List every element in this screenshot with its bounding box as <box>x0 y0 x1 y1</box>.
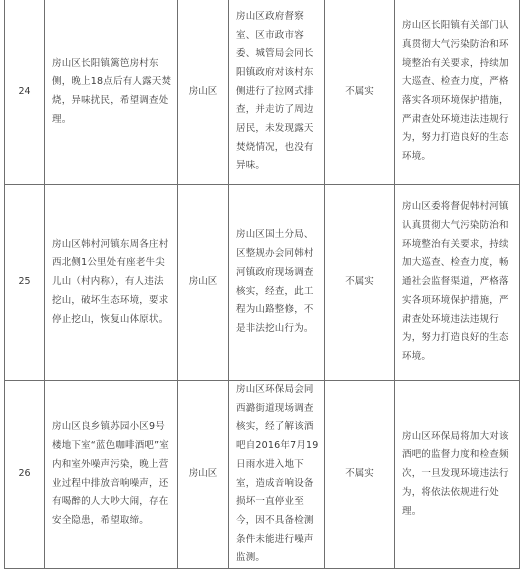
complaint-description: 房山区良乡镇苏园小区9号楼地下室“蓝色咖啡酒吧”室内和室外噪声污染，晚上营业过程中排放音响噪声，还有喝醉的人大吵大闹，存在安全隐患，希望取缔。 <box>45 381 178 569</box>
complaints-table <box>4 0 520 569</box>
follow-up-action: 房山区委将督促韩村河镇认真贯彻大气污染防治和环境整治有关要求，持续加大巡查、检查力度，畅通社会监督渠道，严格落实各项环境保护措施，严肃查处环境违法违规行为，努力打造良好的生态环境。 <box>395 185 520 381</box>
table-row <box>5 381 520 569</box>
follow-up-action: 房山区长阳镇有关部门认真贯彻大气污染防治和环境整治有关要求，持续加大巡查、检查力度，严格落实各项环境保护措施，严肃查处环境违法违规行为，努力打造良好的生态环境。 <box>395 0 520 185</box>
table-row <box>5 185 520 381</box>
verdict-cell: 不属实 <box>325 381 395 569</box>
complaint-description: 房山区长阳镇篱笆房村东侧，晚上18点后有人露天焚烧，异味扰民，希望调查处理。 <box>45 0 178 185</box>
investigation-finding: 房山区政府督察室、区市政市容委、城管局会同长阳镇政府对该村东侧进行了拉网式排查，并走访了周边居民，未发现露天焚烧情况，也没有异味。 <box>229 0 325 185</box>
investigation-finding: 房山区环保局会同西潞街道现场调查核实，经了解该酒吧自2016年7月19日雨水进入地下室，造成音响设备损坏一直停业至今，因不具备检测条件未能进行噪声监测。 <box>229 381 325 569</box>
row-number: 26 <box>5 381 45 569</box>
district-cell: 房山区 <box>178 185 229 381</box>
row-number: 25 <box>5 185 45 381</box>
follow-up-action: 房山区环保局将加大对该酒吧的监督力度和检查频次，一旦发现环境违法行为，将依法依规进行处理。 <box>395 381 520 569</box>
investigation-finding: 房山区国土分局、区整规办会同韩村河镇政府现场调查核实，经查，此工程为山路整修，不是非法挖山行为。 <box>229 185 325 381</box>
complaint-description: 房山区韩村河镇东周各庄村西北侧1公里处有座老牛尖儿山（村内称），有人违法挖山，破坏生态环境，要求停止挖山，恢复山体原状。 <box>45 185 178 381</box>
district-cell: 房山区 <box>178 0 229 185</box>
verdict-cell: 不属实 <box>325 0 395 185</box>
table-row <box>5 0 520 185</box>
row-number: 24 <box>5 0 45 185</box>
district-cell: 房山区 <box>178 381 229 569</box>
verdict-cell: 不属实 <box>325 185 395 381</box>
